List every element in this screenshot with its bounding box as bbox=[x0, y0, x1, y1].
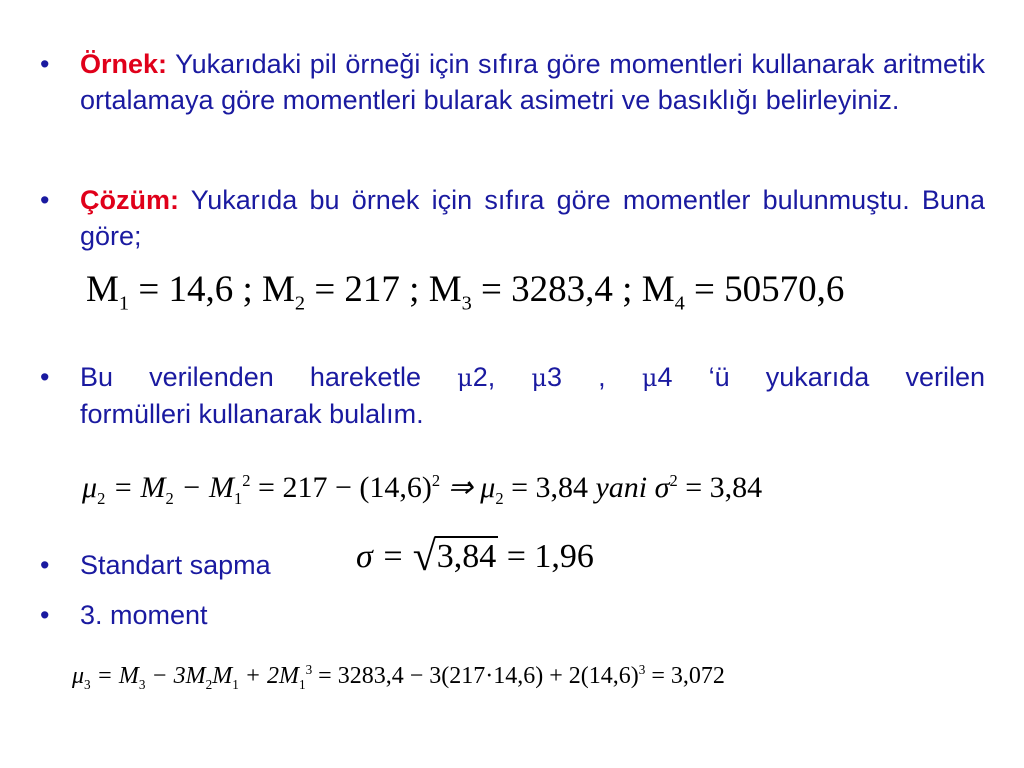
eq-symbol: + 2M bbox=[238, 663, 299, 689]
cozum-text: Yukarıda bu örnek için sıfıra göre momentler bulunmuştu. Buna göre; bbox=[80, 185, 985, 251]
text: 3 , bbox=[547, 362, 642, 392]
equation-sigma bbox=[356, 533, 594, 580]
eq-symbol: σ = bbox=[356, 538, 413, 575]
text: Bu verilenden hareketle bbox=[80, 362, 458, 392]
eq-superscript: 2 bbox=[431, 471, 441, 490]
bullet-item-cozum bbox=[40, 182, 985, 254]
text: 2, bbox=[472, 362, 532, 392]
eq-value: = 3,84 bbox=[677, 471, 763, 504]
eq-symbol: M bbox=[641, 269, 675, 310]
bullet-item-ornek bbox=[40, 46, 985, 118]
bullet-text bbox=[80, 182, 985, 254]
eq-subscript: 3 bbox=[461, 292, 472, 315]
eq-value: = 3283,4 ; bbox=[471, 269, 642, 310]
eq-symbol: ⇒ μ bbox=[440, 471, 496, 504]
eq-subscript: 3 bbox=[84, 676, 91, 692]
bullet-text-line1 bbox=[80, 359, 985, 396]
eq-subscript: 1 bbox=[298, 676, 306, 692]
cozum-label: Çözüm: bbox=[80, 185, 179, 215]
eq-value: = 14,6 ; bbox=[129, 269, 262, 310]
mu-symbol: μ bbox=[531, 364, 548, 392]
eq-superscript: 2 bbox=[669, 471, 678, 490]
bullet-text-line2: formülleri kullanarak bulalım. bbox=[80, 399, 424, 429]
mu-symbol: μ bbox=[457, 364, 473, 392]
bullet-item-3-moment bbox=[40, 597, 360, 633]
eq-value: = 3,84 bbox=[503, 471, 596, 504]
eq-value: = 50570,6 bbox=[684, 269, 845, 310]
eq-symbol: M bbox=[428, 269, 462, 310]
bullet-dot: • bbox=[40, 185, 50, 215]
eq-subscript: 3 bbox=[138, 676, 146, 692]
eq-symbol: σ bbox=[647, 471, 670, 504]
eq-subscript: 4 bbox=[674, 292, 685, 315]
equation-mu3 bbox=[72, 662, 725, 693]
ornek-text: Yukarıdaki pil örneği için sıfıra göre momentleri kullanarak aritmetik ortalamaya göre momentleri bularak asimetri ve basıklığı belirleyiniz. bbox=[80, 49, 985, 115]
eq-value: = 3283,4 − 3(217·14,6) + 2(14,6) bbox=[312, 663, 639, 689]
ornek-label: Örnek: bbox=[80, 49, 168, 79]
eq-subscript: 2 bbox=[165, 489, 174, 508]
eq-symbol: = M bbox=[90, 663, 139, 689]
eq-value: = 3,072 bbox=[645, 663, 725, 689]
eq-superscript: 3 bbox=[638, 662, 646, 677]
eq-symbol: μ bbox=[72, 663, 85, 689]
text: 4 ‘ü yukarıda verilen bbox=[657, 362, 985, 392]
bullet-text bbox=[80, 46, 985, 118]
eq-value: = 1,96 bbox=[498, 538, 594, 575]
eq-symbol: M bbox=[212, 663, 233, 689]
bullet-dot: • bbox=[40, 600, 50, 630]
eq-value: = 217 ; bbox=[305, 269, 429, 310]
eq-subscript: 1 bbox=[232, 676, 239, 692]
bullet-dot: • bbox=[40, 550, 50, 580]
eq-superscript: 2 bbox=[242, 471, 251, 490]
eq-subscript: 2 bbox=[205, 676, 213, 692]
eq-symbol: M bbox=[86, 269, 119, 310]
eq-value: = 217 − (14,6) bbox=[250, 471, 432, 504]
bullet-text: 3. moment bbox=[80, 600, 208, 630]
eq-subscript: 1 bbox=[118, 292, 130, 315]
eq-yani: yani bbox=[595, 471, 648, 504]
eq-subscript: 2 bbox=[294, 292, 306, 315]
eq-symbol: = M bbox=[105, 471, 166, 504]
eq-subscript: 2 bbox=[495, 489, 504, 508]
eq-symbol: − 3M bbox=[145, 663, 206, 689]
radical-sign: √ bbox=[412, 533, 437, 580]
eq-radicand: 3,84 bbox=[436, 538, 497, 575]
eq-symbol: − M bbox=[173, 471, 235, 504]
bullet-text: Standart sapma bbox=[80, 550, 271, 580]
bullet-dot: • bbox=[40, 49, 50, 79]
bullet-item-standart-sapma bbox=[40, 547, 360, 583]
eq-symbol: M bbox=[261, 269, 295, 310]
eq-subscript: 2 bbox=[97, 489, 106, 508]
bullet-item-verilenden bbox=[40, 359, 985, 432]
bullet-dot: • bbox=[40, 362, 50, 392]
eq-subscript: 1 bbox=[234, 489, 243, 508]
eq-superscript: 3 bbox=[305, 662, 313, 677]
equation-moments bbox=[86, 268, 844, 315]
mu-symbol: μ bbox=[641, 364, 658, 392]
eq-symbol: μ bbox=[82, 471, 98, 504]
sqrt-symbol bbox=[412, 533, 499, 580]
equation-mu2 bbox=[82, 470, 762, 509]
